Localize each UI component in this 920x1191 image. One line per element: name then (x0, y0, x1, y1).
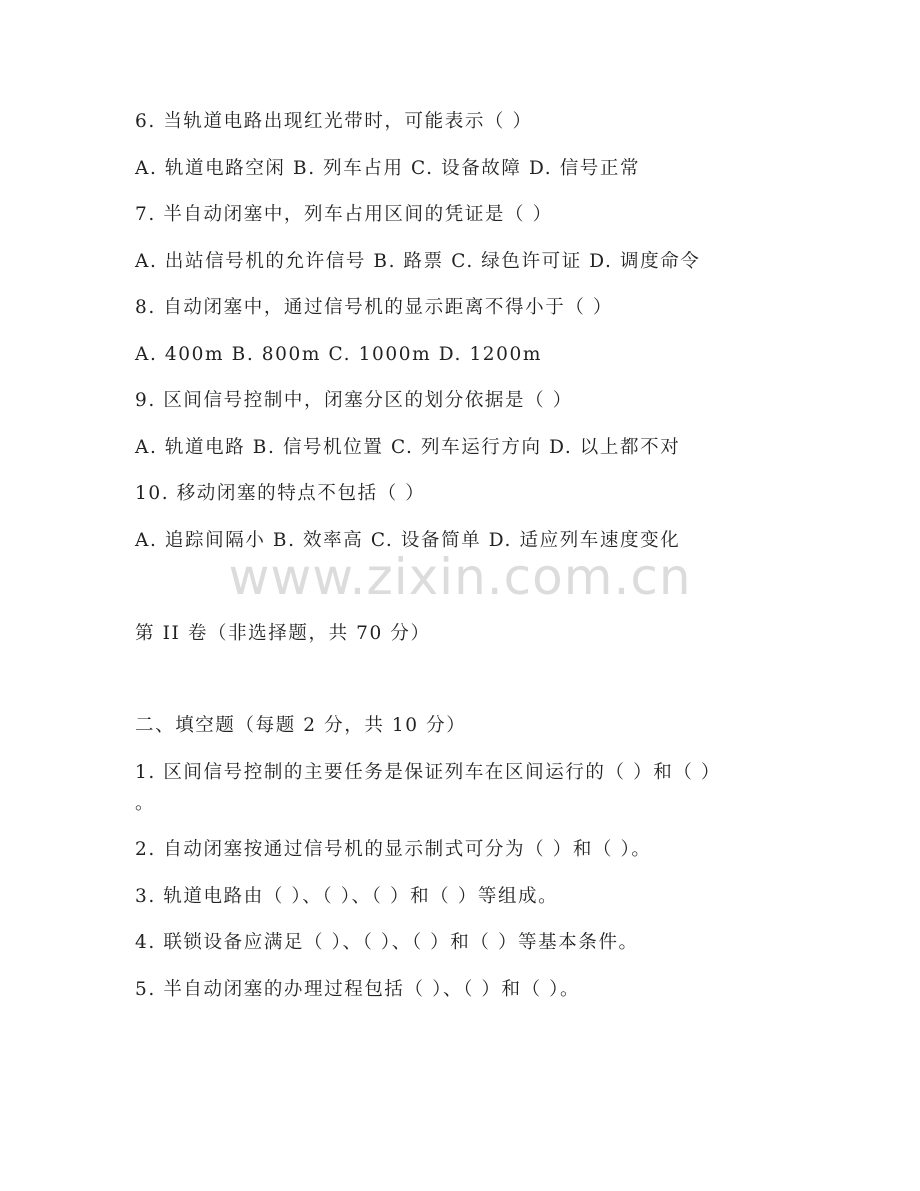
fill-blank-1: 1. 区间信号控制的主要任务是保证列车在区间运行的（ ）和（ ） (135, 762, 721, 783)
section-title-fill-blank: 二、填空题（每题 2 分，共 10 分） (135, 715, 467, 736)
question-8: 8. 自动闭塞中，通过信号机的显示距离不得小于（ ） (135, 297, 614, 318)
question-9-options: A. 轨道电路 B. 信号机位置 C. 列车运行方向 D. 以上都不对 (135, 437, 681, 458)
question-10: 10. 移动闭塞的特点不包括（ ） (135, 483, 426, 504)
question-7: 7. 半自动闭塞中，列车占用区间的凭证是（ ） (135, 204, 553, 225)
question-10-options: A. 追踪间隔小 B. 效率高 C. 设备简单 D. 适应列车速度变化 (135, 530, 681, 551)
question-9: 9. 区间信号控制中，闭塞分区的划分依据是（ ） (135, 390, 573, 411)
fill-blank-5: 5. 半自动闭塞的办理过程包括（ ）、（ ）和（ ）。 (135, 979, 581, 1000)
watermark: www.zixin.com.cn (228, 548, 692, 606)
fill-blank-2: 2. 自动闭塞按通过信号机的显示制式可分为（ ）和（ ）。 (135, 839, 652, 860)
section-title-volume-2: 第 II 卷（非选择题，共 70 分） (135, 623, 431, 644)
question-6-options: A. 轨道电路空闲 B. 列车占用 C. 设备故障 D. 信号正常 (135, 158, 641, 179)
question-7-options: A. 出站信号机的允许信号 B. 路票 C. 绿色许可证 D. 调度命令 (135, 251, 701, 272)
fill-blank-4: 4. 联锁设备应满足（ ）、（ ）、（ ）和（ ）等基本条件。 (135, 932, 639, 953)
fill-blank-1-continuation: 。 (135, 793, 156, 814)
question-6: 6. 当轨道电路出现红光带时，可能表示（ ） (135, 111, 533, 132)
question-8-options: A. 400m B. 800m C. 1000m D. 1200m (135, 344, 543, 365)
fill-blank-3: 3. 轨道电路由（ ）、（ ）、（ ）和（ ）等组成。 (135, 886, 559, 907)
